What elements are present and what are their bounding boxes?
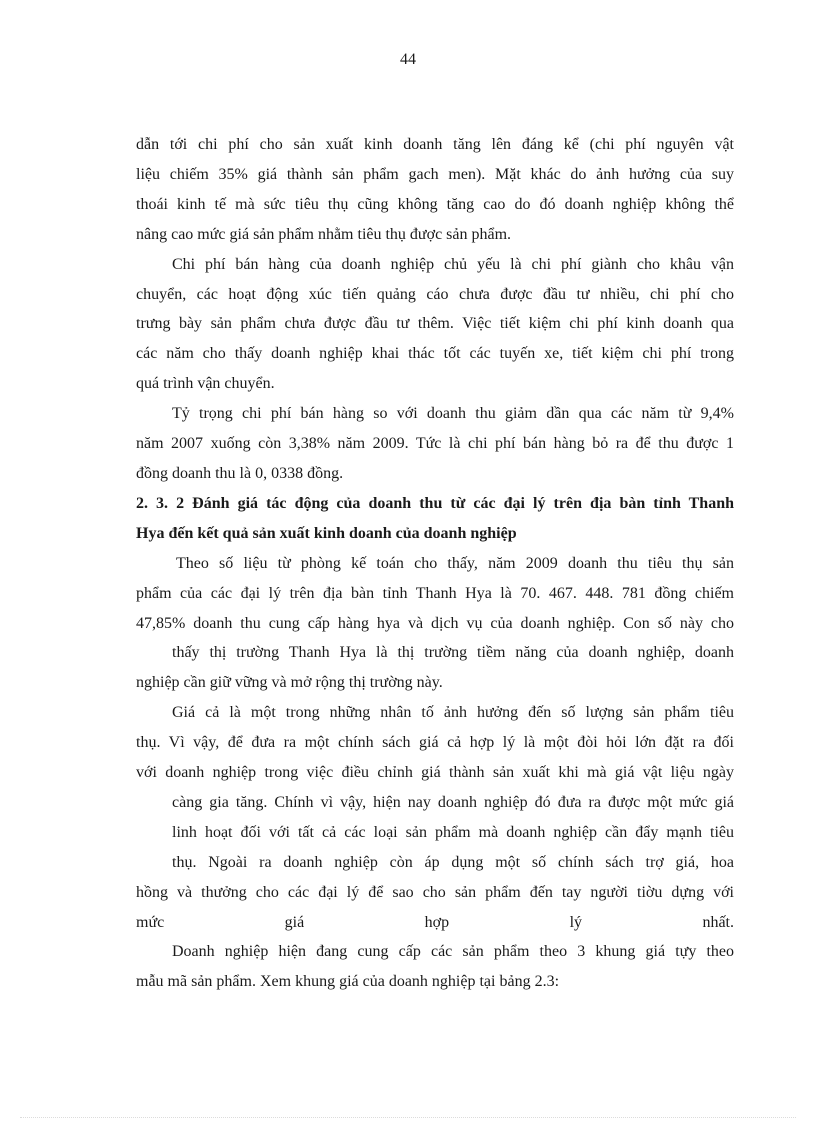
text-line: thoái kinh tế mà sức tiêu thụ cũng không tăng cao do đó doanh nghiệp không thể [136, 195, 734, 213]
paragraph-selling-costs [136, 250, 734, 400]
text-line: nghiệp cần giữ vững và mở rộng thị trường này. [136, 674, 443, 692]
text-line: thụ. Ngoài ra doanh nghiệp còn áp dụng một số chính sách trợ giá, hoa [172, 853, 734, 871]
text-line: quá trình vận chuyển. [136, 375, 275, 393]
text-line: mức giá hợp lý nhất. [136, 913, 734, 931]
paragraph-cost-increase [136, 130, 734, 250]
paragraph-price-frames [136, 937, 734, 997]
document-body [136, 130, 734, 997]
text-line: đồng doanh thu là 0, 0338 đồng. [136, 464, 344, 482]
paragraph-cost-ratio [136, 399, 734, 489]
text-line: hồng và thưởng cho các đại lý để sao cho sản phẩm đến tay người tiờu dựng với [136, 883, 734, 901]
paragraph-pricing-policy [136, 698, 734, 937]
text-line: các năm cho thấy doanh nghiệp khai thác tốt các tuyến xe, tiết kiệm chi phí trong [136, 345, 734, 363]
text-line: nâng cao mức giá sản phẩm nhằm tiêu thụ được sản phẩm. [136, 225, 512, 243]
text-line: càng gia tăng. Chính vì vậy, hiện nay doanh nghiệp đó đưa ra được một mức giá [172, 793, 734, 811]
text-line: mẫu mã sản phẩm. Xem khung giá của doanh nghiệp tại bảng 2.3: [136, 973, 560, 991]
text-line: Giá cả là một trong những nhân tố ảnh hưởng đến số lượng sản phẩm tiêu [172, 704, 734, 722]
page-bottom-border [20, 1117, 796, 1118]
text-line: trưng bày sản phẩm chưa được đầu tư thêm. Việc tiết kiệm chi phí kinh doanh qua [136, 315, 734, 333]
text-line: phẩm của các đại lý trên địa bàn tỉnh Thanh Hуa là 70. 467. 448. 781 đồng chiếm [136, 584, 734, 602]
text-line: thấy thị trường Thanh Hуa là thị trường tiềm năng của doanh nghiệp, doanh [172, 644, 734, 662]
text-line: thụ. Vì vậy, để đưa ra một chính sách giá cả hợp lý là một đòi hỏi lớn đặt ra đối [136, 734, 734, 752]
text-line: Tỷ trọng chi phí bán hàng so với doanh thu giảm dần qua các năm từ 9,4% [172, 405, 734, 423]
section-heading [136, 489, 734, 549]
text-line: với doanh nghiệp trong việc điều chỉnh giá thành sản xuất khi mà giá vật liệu ngày [136, 764, 734, 782]
text-line: chuyển, các hoạt động xúc tiến quảng cáo chưa được đầu tư nhiều, chi phí cho [136, 285, 734, 303]
heading-line: Hуa đến kết quả sản xuất kinh doanh của doanh nghiệp [136, 524, 517, 542]
heading-line: 2. 3. 2 Đánh giá tác động của doanh thu từ các đại lý trên địa bàn tỉnh Thanh [136, 494, 734, 512]
text-line: Theo số liệu từ phòng kế toán cho thấy, năm 2009 doanh thu tiêu thụ sản [176, 554, 734, 572]
text-line: linh hoạt đối với tất cả các loại sản phẩm mà doanh nghiệp cần đẩy mạnh tiêu [172, 823, 734, 841]
page-number: 44 [400, 51, 416, 68]
text-line: năm 2007 xuống còn 3,38% năm 2009. Tức là chi phí bán hàng bỏ ra để thu được 1 [136, 435, 734, 453]
text-line: Chi phí bán hàng của doanh nghiệp chủ yếu là chi phí giành cho khâu vận [172, 255, 734, 273]
text-line: dẫn tới chi phí cho sản xuất kinh doanh tăng lên đáng kể (chi phí nguyên vật [136, 136, 734, 153]
paragraph-agency-revenue [136, 549, 734, 699]
text-line: 47,85% doanh thu cung cấp hàng hуa và dịch vụ của doanh nghiệp. Con số này cho [136, 614, 734, 632]
text-line: Doanh nghiệp hiện đang cung cấp các sản phẩm theo 3 khung giá tựy theo [172, 943, 734, 961]
text-line: liệu chiếm 35% giá thành sản phẩm gach men). Mặt khác do ảnh hưởng của suy [136, 165, 734, 183]
